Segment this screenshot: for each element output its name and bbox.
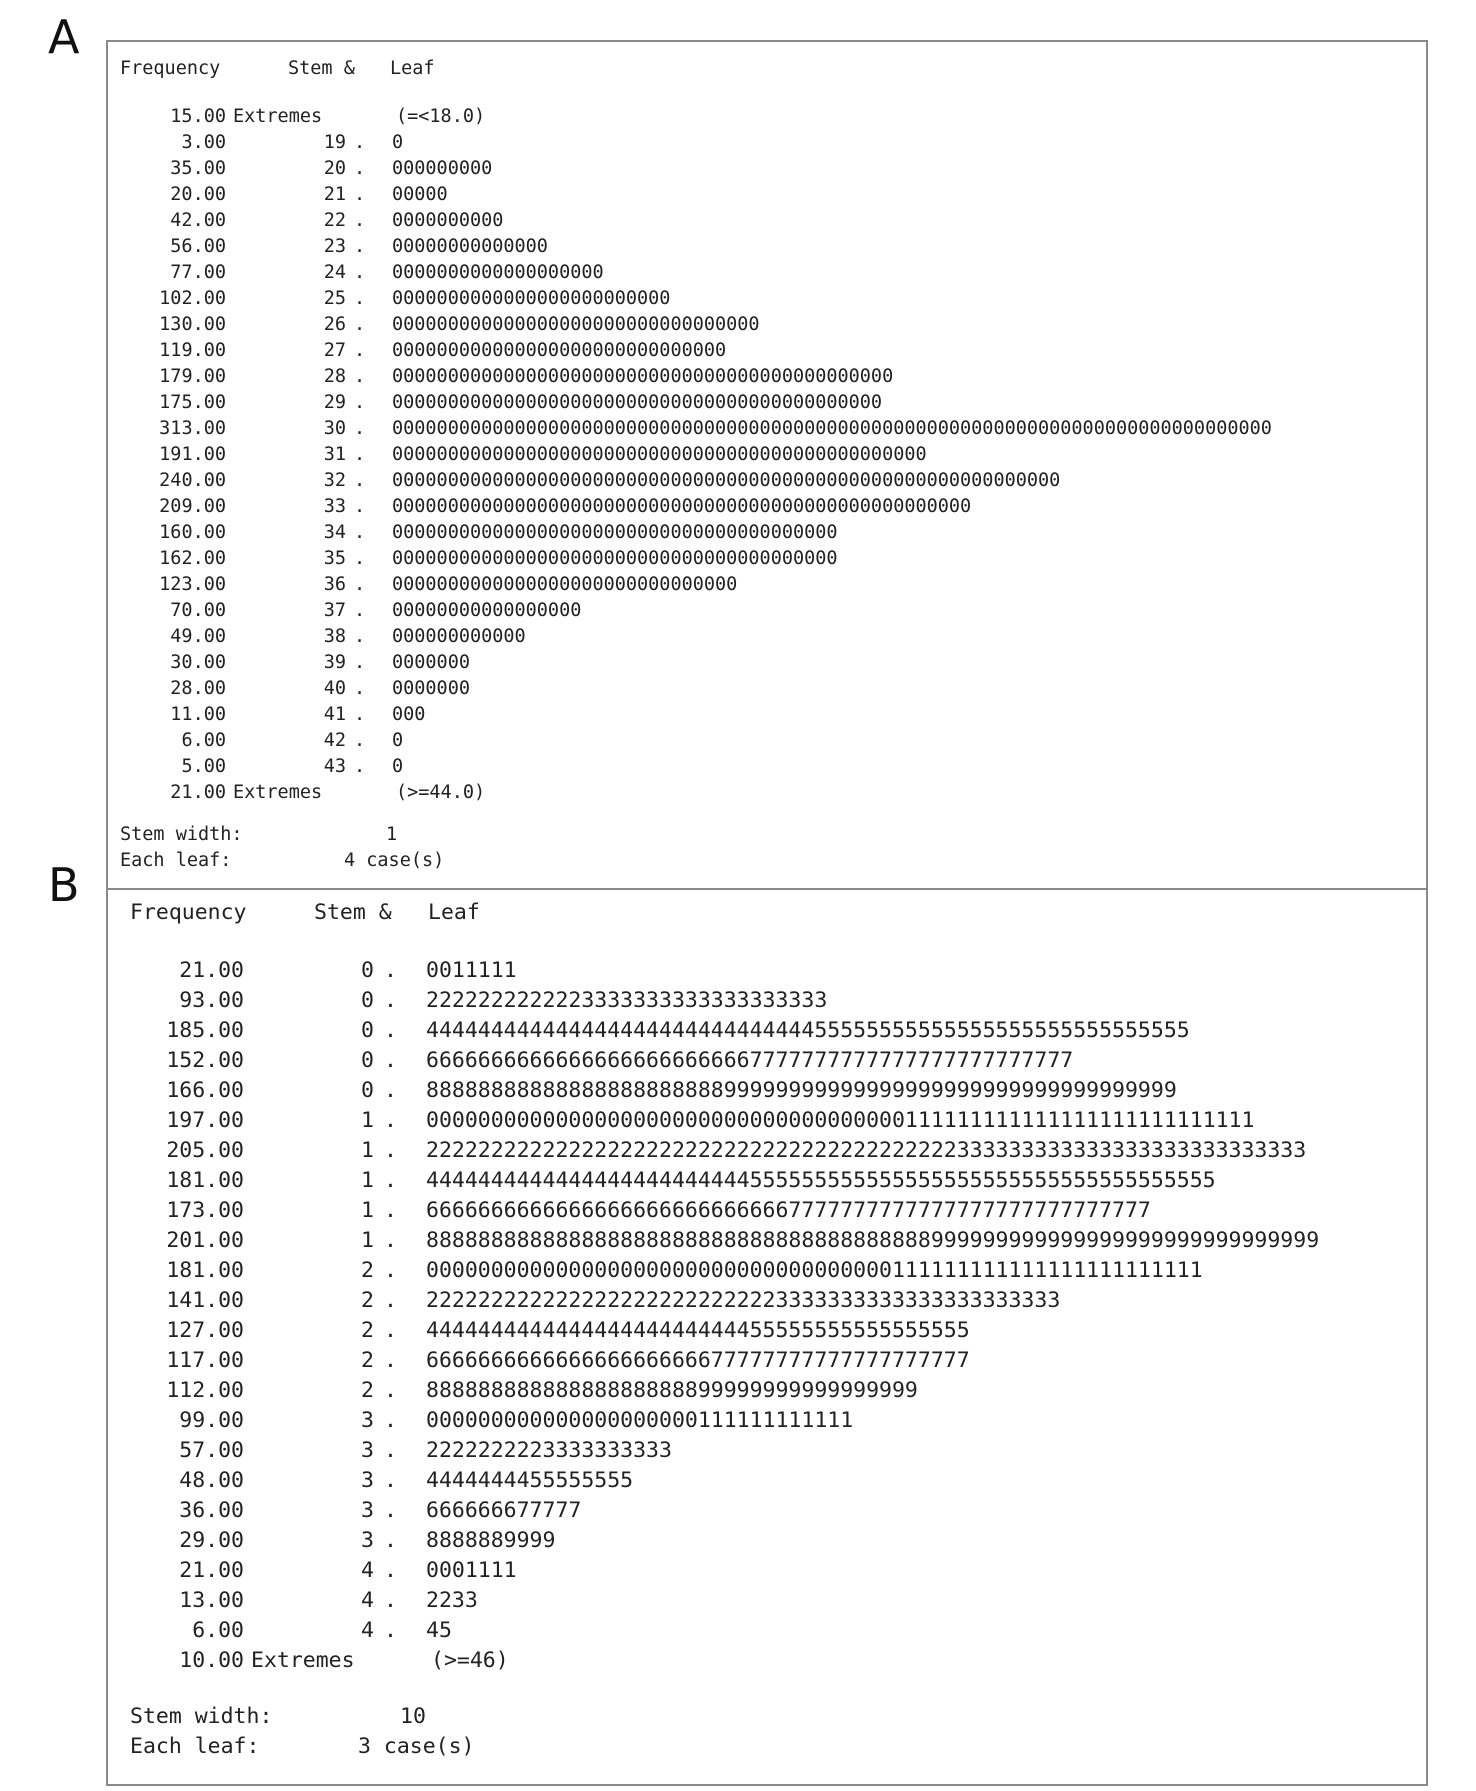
frequency-value: 6.00 <box>181 730 226 751</box>
leaf-values: 0001111 <box>426 1558 517 1583</box>
stem-value: 3 <box>361 1408 374 1433</box>
stem-leaf-panel-b <box>106 888 1428 1786</box>
frequency-value: 42.00 <box>170 210 226 231</box>
stem-separator: . <box>354 470 366 491</box>
stem-value: 33 <box>323 496 346 517</box>
stem-separator: . <box>384 1588 397 1613</box>
stem-separator: . <box>354 626 366 647</box>
stem-separator: . <box>354 548 366 569</box>
stem-value: 43 <box>323 756 346 777</box>
stem-separator: . <box>384 1078 397 1103</box>
frequency-value: 130.00 <box>159 314 226 335</box>
stem-leaf-panel-a <box>106 40 1428 890</box>
stem-separator: . <box>384 988 397 1013</box>
frequency-value: 28.00 <box>170 678 226 699</box>
frequency-value: 3.00 <box>181 132 226 153</box>
leaf-values: 0000000000000000000000000000000000000000 <box>392 548 838 569</box>
stem-value: 2 <box>361 1258 374 1283</box>
stem-separator: . <box>384 1258 397 1283</box>
leaf-values: 00000000000000000000000000000000000000000000 <box>392 392 883 413</box>
frequency-value: 117.00 <box>166 1348 244 1373</box>
stem-value: 3 <box>361 1438 374 1463</box>
frequency-value: 201.00 <box>166 1228 244 1253</box>
stem-separator: . <box>354 678 366 699</box>
stem-value: 0 <box>361 958 374 983</box>
frequency-value: 57.00 <box>179 1438 244 1463</box>
stem-separator: . <box>354 418 366 439</box>
stem-separator: . <box>384 1618 397 1643</box>
stem-value: 2 <box>361 1288 374 1313</box>
stem-separator: . <box>354 340 366 361</box>
frequency-value: 119.00 <box>159 340 226 361</box>
extremes-range: (=<18.0) <box>396 106 486 127</box>
frequency-value: 30.00 <box>170 652 226 673</box>
stem-value: 25 <box>323 288 346 309</box>
leaf-values: 0000000 <box>392 652 470 673</box>
stem-value: 2 <box>361 1378 374 1403</box>
frequency-value: 173.00 <box>166 1198 244 1223</box>
leaf-values: 000000000000000000000111111111111 <box>426 1408 854 1433</box>
leaf-values: 0000000000000000000000000000000000000111111111111111111111111111 <box>426 1108 1255 1133</box>
stem-separator: . <box>384 1498 397 1523</box>
stem-separator: . <box>354 574 366 595</box>
frequency-value: 123.00 <box>159 574 226 595</box>
frequency-value: 185.00 <box>166 1018 244 1043</box>
frequency-value: 160.00 <box>159 522 226 543</box>
stem-value: 40 <box>323 678 346 699</box>
footer-value: 10 <box>400 1704 426 1729</box>
frequency-value: 197.00 <box>166 1108 244 1133</box>
leaf-values: 0000000000000000000000000000000000000000000000000000 <box>392 496 972 517</box>
stem-value: 4 <box>361 1618 374 1643</box>
stem-separator: . <box>354 496 366 517</box>
stem-value: 39 <box>323 652 346 673</box>
extremes-label: Extremes <box>251 1648 355 1673</box>
stem-value: 28 <box>323 366 346 387</box>
stem-value: 1 <box>361 1168 374 1193</box>
frequency-value: 181.00 <box>166 1168 244 1193</box>
stem-separator: . <box>354 730 366 751</box>
panel-b-label: B <box>48 858 80 912</box>
stem-separator: . <box>384 1468 397 1493</box>
leaf-values: 66666666666666666666666667777777777777777777777777 <box>426 1048 1074 1073</box>
leaf-values: 000000000000000000000000000000000000000000000 <box>392 366 894 387</box>
frequency-value: 93.00 <box>179 988 244 1013</box>
stem-header: Stem & <box>288 58 355 79</box>
frequency-value: 29.00 <box>179 1528 244 1553</box>
stem-value: 32 <box>323 470 346 491</box>
leaf-values: 000000000000000000000000000000000 <box>392 314 760 335</box>
footer-value: 4 case(s) <box>344 850 445 871</box>
footer-label: Stem width: <box>130 1704 273 1729</box>
leaf-values: 66666666666666666666666666667777777777777777777777777777 <box>426 1198 1151 1223</box>
leaf-values: 00000 <box>392 184 448 205</box>
leaf-values: 0 <box>392 756 404 777</box>
stem-value: 35 <box>323 548 346 569</box>
frequency-value: 49.00 <box>170 626 226 647</box>
stem-separator: . <box>384 1348 397 1373</box>
stem-separator: . <box>384 1048 397 1073</box>
frequency-value: 5.00 <box>181 756 226 777</box>
frequency-value: 152.00 <box>166 1048 244 1073</box>
stem-separator: . <box>354 210 366 231</box>
stem-separator: . <box>354 522 366 543</box>
leaf-values: 666666677777 <box>426 1498 582 1523</box>
leaf-header: Leaf <box>428 900 480 925</box>
stem-separator: . <box>354 288 366 309</box>
stem-separator: . <box>354 392 366 413</box>
leaf-values: 0011111 <box>426 958 517 983</box>
stem-header: Stem & <box>314 900 392 925</box>
leaf-values: 000000000000000000000000000000 <box>392 340 727 361</box>
stem-separator: . <box>384 1228 397 1253</box>
stem-value: 2 <box>361 1348 374 1373</box>
stem-value: 3 <box>361 1498 374 1523</box>
frequency-value: 15.00 <box>170 106 226 127</box>
frequency-value: 11.00 <box>170 704 226 725</box>
stem-value: 27 <box>323 340 346 361</box>
leaf-values: 000000000000000000000000000000000000000000000000000000000000 <box>392 470 1061 491</box>
stem-separator: . <box>354 262 366 283</box>
stem-separator: . <box>354 132 366 153</box>
leaf-values: 2222222222222222222222222223333333333333333333333 <box>426 1288 1061 1313</box>
frequency-value: 162.00 <box>159 548 226 569</box>
frequency-header: Frequency <box>120 58 221 79</box>
frequency-value: 20.00 <box>170 184 226 205</box>
stem-value: 37 <box>323 600 346 621</box>
frequency-value: 179.00 <box>159 366 226 387</box>
stem-separator: . <box>354 652 366 673</box>
stem-value: 38 <box>323 626 346 647</box>
leaf-values: 45 <box>426 1618 452 1643</box>
frequency-value: 127.00 <box>166 1318 244 1343</box>
frequency-value: 10.00 <box>179 1648 244 1673</box>
stem-value: 36 <box>323 574 346 595</box>
leaf-values: 0000000000000000000000000000000 <box>392 574 738 595</box>
stem-value: 0 <box>361 1018 374 1043</box>
stem-separator: . <box>354 756 366 777</box>
leaf-values: 88888888888888888888899999999999999999 <box>426 1378 918 1403</box>
stem-value: 19 <box>323 132 346 153</box>
leaf-values: 000000000000 <box>392 626 526 647</box>
leaf-values: 000000000 <box>392 158 493 179</box>
footer-label: Stem width: <box>120 824 243 845</box>
leaf-values: 888888888888888888888888888888888888888999999999999999999999999999999 <box>426 1228 1320 1253</box>
footer-value: 1 <box>386 824 398 845</box>
leaf-header: Leaf <box>390 58 435 79</box>
stem-separator: . <box>354 704 366 725</box>
stem-separator: . <box>384 1438 397 1463</box>
frequency-value: 205.00 <box>166 1138 244 1163</box>
stem-separator: . <box>384 1408 397 1433</box>
frequency-value: 13.00 <box>179 1588 244 1613</box>
frequency-value: 21.00 <box>179 1558 244 1583</box>
leaf-values: 2222222222223333333333333333333 <box>426 988 828 1013</box>
frequency-value: 175.00 <box>159 392 226 413</box>
leaf-values: 8888888888888888888888899999999999999999999999999999999999 <box>426 1078 1177 1103</box>
stem-separator: . <box>384 1288 397 1313</box>
stem-separator: . <box>384 1168 397 1193</box>
stem-separator: . <box>384 1558 397 1583</box>
leaf-values: 00000000000000000 <box>392 600 582 621</box>
stem-separator: . <box>384 1198 397 1223</box>
leaf-values: 0000000000000000000000000000000000000000000000000000000000000000000000000000000 <box>392 418 1272 439</box>
frequency-value: 48.00 <box>179 1468 244 1493</box>
frequency-value: 70.00 <box>170 600 226 621</box>
stem-value: 0 <box>361 988 374 1013</box>
frequency-value: 21.00 <box>170 782 226 803</box>
frequency-value: 141.00 <box>166 1288 244 1313</box>
leaf-values: 666666666666666666666677777777777777777777 <box>426 1348 970 1373</box>
extremes-label: Extremes <box>233 106 323 127</box>
frequency-value: 35.00 <box>170 158 226 179</box>
leaf-values: 0 <box>392 132 404 153</box>
stem-value: 1 <box>361 1138 374 1163</box>
stem-separator: . <box>384 1108 397 1133</box>
stem-value: 4 <box>361 1588 374 1613</box>
leaf-values: 00000000000000 <box>392 236 548 257</box>
stem-value: 1 <box>361 1198 374 1223</box>
frequency-value: 313.00 <box>159 418 226 439</box>
frequency-value: 77.00 <box>170 262 226 283</box>
stem-value: 24 <box>323 262 346 283</box>
frequency-value: 240.00 <box>159 470 226 491</box>
frequency-value: 112.00 <box>166 1378 244 1403</box>
stem-value: 22 <box>323 210 346 231</box>
stem-separator: . <box>354 158 366 179</box>
stem-separator: . <box>384 1378 397 1403</box>
stem-value: 21 <box>323 184 346 205</box>
stem-separator: . <box>384 958 397 983</box>
stem-separator: . <box>354 236 366 257</box>
leaf-values: 22222222222222222222222222222222222222222333333333333333333333333333 <box>426 1138 1307 1163</box>
leaf-values: 444444444444444444444444455555555555555555 <box>426 1318 970 1343</box>
stem-value: 0 <box>361 1078 374 1103</box>
leaf-values: 0000000000000000000000000000000000000000 <box>392 522 838 543</box>
frequency-value: 191.00 <box>159 444 226 465</box>
footer-label: Each leaf: <box>130 1734 260 1759</box>
stem-value: 3 <box>361 1528 374 1553</box>
leaf-values: 0 <box>392 730 404 751</box>
leaf-values: 4444444455555555 <box>426 1468 634 1493</box>
stem-value: 1 <box>361 1108 374 1133</box>
stem-separator: . <box>384 1528 397 1553</box>
leaf-values: 000000000000000000000000000000000000111111111111111111111111 <box>426 1258 1203 1283</box>
stem-value: 41 <box>323 704 346 725</box>
frequency-value: 21.00 <box>179 958 244 983</box>
frequency-value: 102.00 <box>159 288 226 309</box>
stem-value: 20 <box>323 158 346 179</box>
extremes-label: Extremes <box>233 782 323 803</box>
stem-separator: . <box>354 184 366 205</box>
stem-value: 42 <box>323 730 346 751</box>
stem-separator: . <box>384 1138 397 1163</box>
stem-value: 34 <box>323 522 346 543</box>
stem-value: 3 <box>361 1468 374 1493</box>
frequency-value: 166.00 <box>166 1078 244 1103</box>
stem-separator: . <box>354 314 366 335</box>
stem-separator: . <box>384 1318 397 1343</box>
leaf-values: 0000000000 <box>392 210 504 231</box>
stem-separator: . <box>354 600 366 621</box>
frequency-value: 181.00 <box>166 1258 244 1283</box>
stem-value: 23 <box>323 236 346 257</box>
frequency-value: 36.00 <box>179 1498 244 1523</box>
footer-value: 3 case(s) <box>358 1734 475 1759</box>
stem-value: 30 <box>323 418 346 439</box>
footer-label: Each leaf: <box>120 850 232 871</box>
leaf-values: 000000000000000000000000000000000000000000000000 <box>392 444 927 465</box>
leaf-values: 8888889999 <box>426 1528 556 1553</box>
stem-value: 2 <box>361 1318 374 1343</box>
extremes-range: (>=44.0) <box>396 782 486 803</box>
frequency-value: 209.00 <box>159 496 226 517</box>
stem-separator: . <box>354 444 366 465</box>
stem-value: 0 <box>361 1048 374 1073</box>
leaf-values: 44444444444444444444444444444455555555555555555555555555555 <box>426 1018 1190 1043</box>
leaf-values: 2222222223333333333 <box>426 1438 672 1463</box>
stem-value: 26 <box>323 314 346 335</box>
stem-separator: . <box>384 1018 397 1043</box>
leaf-values: 0000000 <box>392 678 470 699</box>
stem-value: 29 <box>323 392 346 413</box>
leaf-values: 0000000000000000000 <box>392 262 604 283</box>
frequency-value: 6.00 <box>192 1618 244 1643</box>
stem-value: 1 <box>361 1228 374 1253</box>
extremes-range: (>=46) <box>431 1648 509 1673</box>
stem-separator: . <box>354 366 366 387</box>
leaf-values: 2233 <box>426 1588 478 1613</box>
stem-value: 4 <box>361 1558 374 1583</box>
frequency-value: 56.00 <box>170 236 226 257</box>
frequency-value: 99.00 <box>179 1408 244 1433</box>
panel-a-label: A <box>48 10 80 64</box>
leaf-values: 0000000000000000000000000 <box>392 288 671 309</box>
leaf-values: 000 <box>392 704 426 725</box>
frequency-header: Frequency <box>130 900 247 925</box>
stem-value: 31 <box>323 444 346 465</box>
leaf-values: 4444444444444444444444444555555555555555555555555555555555555 <box>426 1168 1216 1193</box>
